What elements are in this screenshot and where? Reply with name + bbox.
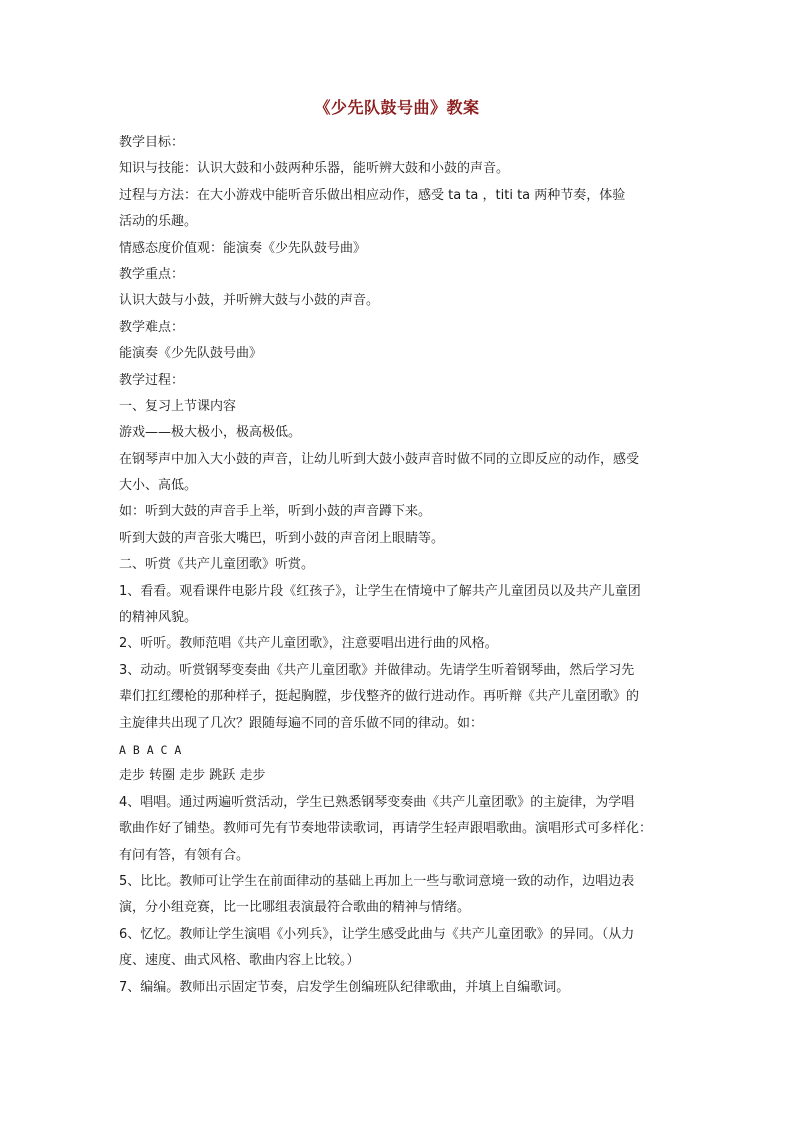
text-line: 认识大鼓与小鼓，并听辨大鼓与小鼓的声音。	[119, 293, 380, 309]
text-line: 教学难点：	[119, 319, 185, 335]
text-line: 在钢琴声中加入大小鼓的声音，让幼儿听到大鼓小鼓声音时做不同的立即反应的动作，感受	[119, 451, 640, 467]
text-line: 主旋律共出现了几次？跟随每遍不同的音乐做不同的律动。如：	[119, 715, 484, 731]
text-line: 4、唱唱。通过两遍听赏活动，学生已熟悉钢琴变奏曲《共产儿童团歌》的主旋律，为学唱	[119, 794, 635, 810]
text-line: 过程与方法：在大小游戏中能听音乐做出相应动作，感受 ta ta ，titi ta 两种节奏，体验	[119, 187, 626, 203]
text-line: 歌曲作好了铺垫。教师可先有节奏地带读歌词，再请学生轻声跟唱歌曲。演唱形式可多样化：	[119, 821, 653, 837]
text-line: 演，分小组竞赛，比一比哪组表演最符合歌曲的精神与情绪。	[119, 900, 471, 916]
document-body	[119, 130, 679, 1001]
text-line: 有问有答，有领有合。	[119, 847, 250, 863]
text-line: 教学目标：	[119, 135, 185, 150]
document-title: 《少先队鼓号曲》教案	[314, 98, 480, 117]
text-line: 1、看看。观看课件电影片段《红孩子》，让学生在情境中了解共产儿童团员以及共产儿童团	[119, 583, 641, 599]
text-line: 知识与技能：认识大鼓和小鼓两种乐器，能听辨大鼓和小鼓的声音。	[119, 161, 510, 177]
text-line: 2、听听。教师范唱《共产儿童团歌》，注意要唱出进行曲的风格。	[119, 636, 498, 652]
text-line: 如：听到大鼓的声音手上举，听到小鼓的声音蹲下来。	[119, 504, 432, 520]
text-line: 辈们扛红缨枪的那种样子，挺起胸膛，步伐整齐的做行进动作。再听辩《共产儿童团歌》的	[119, 689, 640, 705]
text-line: 听到大鼓的声音张大嘴巴，听到小鼓的声音闭上眼睛等。	[119, 530, 445, 546]
text-line: 大小、高低。	[119, 478, 198, 494]
text-line: 走步 转圈 走步 跳跃 走步	[119, 768, 266, 784]
text-line: 5、比比。教师可让学生在前面律动的基础上再加上一些与歌词意境一致的动作，边唱边表	[119, 873, 635, 889]
text-line: 的精神风貌。	[119, 610, 198, 626]
text-line: 6、忆忆。教师让学生演唱《小列兵》，让学生感受此曲与《共产儿童团歌》的异同。（从力	[119, 926, 635, 942]
text-line: 3、动动。听赏钢琴变奏曲《共产儿童团歌》并做律动。先请学生听着钢琴曲，然后学习先	[119, 662, 635, 678]
text-line: 教学过程：	[119, 372, 185, 388]
text-line: 教学重点：	[119, 266, 185, 282]
text-line: 活动的乐趣。	[119, 214, 198, 230]
text-line: 二、听赏《共产儿童团歌》听赏。	[119, 557, 315, 573]
text-line: 度、速度、曲式风格、歌曲内容上比较。）	[119, 953, 360, 969]
text-line: 游戏——极大极小，极高极低。	[119, 425, 302, 441]
text-line: 一、复习上节课内容	[119, 398, 237, 414]
text-line: 情感态度价值观：能演奏《少先队鼓号曲》	[119, 240, 367, 256]
text-line: 7、编编。教师出示固定节奏，启发学生创编班队纪律歌曲，并填上自编歌词。	[119, 979, 570, 995]
text-line: 能演奏《少先队鼓号曲》	[119, 346, 263, 362]
text-line: A B A C A	[119, 742, 182, 757]
